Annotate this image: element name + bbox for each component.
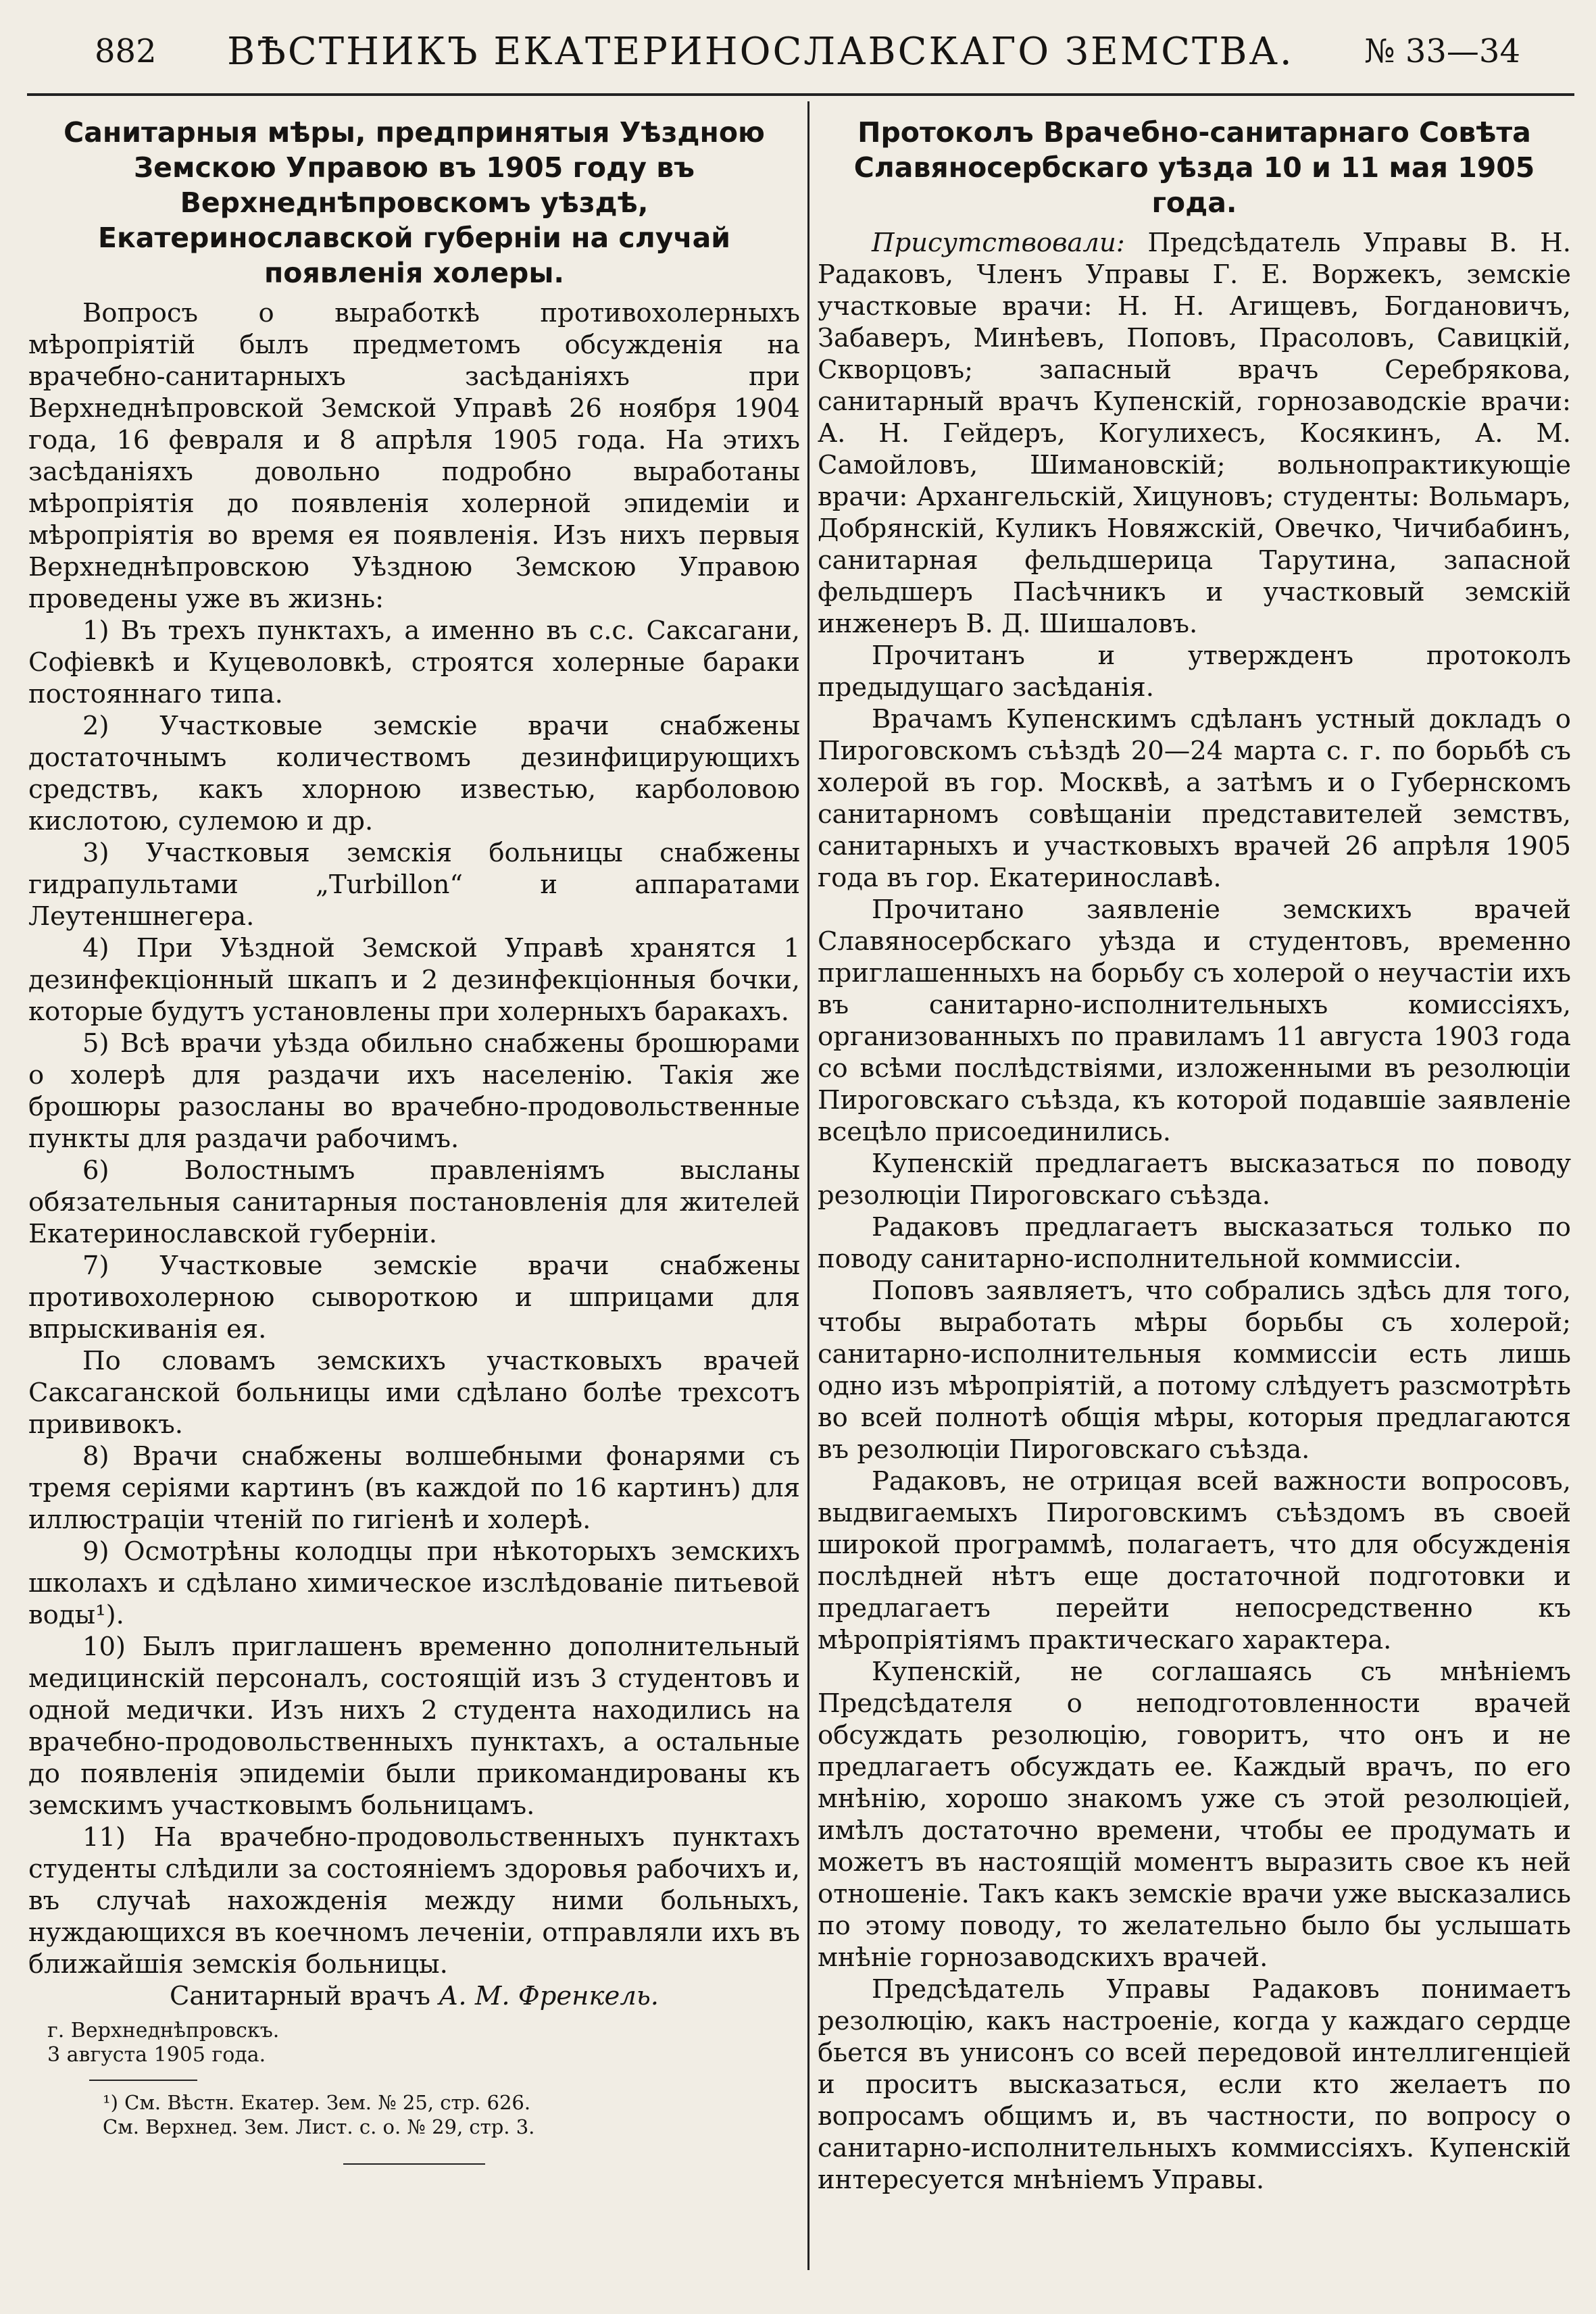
footnote: См. Верхнед. Зем. Лист. с. о. № 29, стр. 3. xyxy=(103,2115,535,2138)
page-header xyxy=(95,24,1520,78)
footnote-rule xyxy=(89,2080,197,2081)
right-article-title: Протоколъ Врачебно-санитарнаго Совѣта Славяносербскаго уѣзда 10 и 11 мая 1905 года. xyxy=(853,116,1535,219)
journal-title: ВѢСТНИКЪ ЕКАТЕРИНОСЛАВСКАГО ЗЕМСТВА. xyxy=(227,29,1294,74)
page-number: 882 xyxy=(95,32,157,70)
paragraph: 11) На врачебно-продовольственныхъ пунктахъ студенты слѣдили за состояніемъ здоровья рабочихъ и, въ случаѣ нахожденія между ними больныхъ, нуждающихся въ коечномъ леченіи, отправляли ихъ въ ближайшія земскія больницы. xyxy=(28,1822,800,1980)
issue-number: № 33—34 xyxy=(1364,32,1520,70)
paragraph: Купенскій, не соглашаясь съ мнѣніемъ Предсѣдателя о неподготовленности врачей обсуждать резолюцію, говоритъ, что онъ и не предлагаетъ обсуждать ее. Каждый врачъ, по его мнѣнію, хорошо знакомъ уже съ этой резолюціей, имѣлъ достаточно времени, чтобы ее продумать и можетъ въ настоящій моментъ выразить свое къ ней отношеніе. Такъ какъ земскіе врачи уже высказались по этому поводу, то желательно было бы услышать мнѣніе горнозаводскихъ врачей. xyxy=(818,1657,1571,1973)
paragraph: Купенскій предлагаетъ высказаться по поводу резолюціи Пироговскаго съѣзда. xyxy=(818,1149,1571,1211)
paragraph: 10) Былъ приглашенъ временно дополнительный медицинскій персоналъ, состоящій изъ 3 студентовъ и одной медички. Изъ нихъ 2 студента находились на врачебно-продовольственныхъ пунктахъ, а остальные до появленія эпидеміи были прикомандированы къ земскимъ участковымъ больницамъ. xyxy=(28,1632,800,1821)
signature xyxy=(28,1980,800,2012)
paragraph: Радаковъ предлагаетъ высказаться только по поводу санитарно-исполнительной коммиссіи. xyxy=(818,1212,1571,1274)
paragraph: Врачамъ Купенскимъ сдѣланъ устный докладъ о Пироговскомъ съѣздѣ 20—24 марта с. г. по борьбѣ съ холерой въ гор. Москвѣ, а затѣмъ и о Губернскомъ санитарномъ совѣщаніи представителей земствъ, санитарныхъ и участковыхъ врачей 26 апрѣля 1905 года въ гор. Екатеринославѣ. xyxy=(818,704,1571,893)
signature-role: Санитарный врачъ xyxy=(169,1981,431,2011)
paragraph: 8) Врачи снабжены волшебными фонарями съ тремя серіями картинъ (въ каждой по 16 картинъ) для иллюстраціи чтеній по гигіенѣ и холерѣ. xyxy=(28,1441,800,1535)
paragraph: 1) Въ трехъ пунктахъ, а именно въ с.с. Саксагани, Софіевкѣ и Куцеволовкѣ, строятся холерные бараки постояннаго типа. xyxy=(28,615,800,709)
paragraph: 5) Всѣ врачи уѣзда обильно снабжены брошюрами о холерѣ для раздачи ихъ населенію. Такія же брошюры разосланы во врачебно-продовольственные пункты для раздачи рабочимъ. xyxy=(28,1028,800,1154)
left-column xyxy=(28,115,800,2165)
header-rule xyxy=(27,93,1574,96)
paragraph: 7) Участковые земскіе врачи снабжены противохолерною сывороткою и шприцами для впрыскиванія ея. xyxy=(28,1251,800,1344)
paragraph: Прочитано заявленіе земскихъ врачей Славяносербскаго уѣзда и студентовъ, временно приглашенныхъ на борьбу съ холерой о неучастіи ихъ въ санитарно-исполнительныхъ комиссіяхъ, организованныхъ по правиламъ 11 августа 1903 года со всѣми послѣдствіями, изложенными въ резолюціи Пироговскаго съѣзда, къ которой подавшіе заявленіе всецѣло присоединились. xyxy=(818,895,1571,1147)
paragraph: 6) Волостнымъ правленіямъ высланы обязательныя санитарныя постановленія для жителей Екатеринославской губерніи. xyxy=(28,1155,800,1249)
paragraph: Радаковъ, не отрицая всей важности вопросовъ, выдвигаемыхъ Пироговскимъ съѣздомъ въ своей широкой программѣ, полагаетъ, что для обсужденія послѣдней нѣтъ еще достаточной подготовки и предлагаетъ перейти непосредственно къ мѣропріятіямъ практическаго характера. xyxy=(818,1466,1571,1655)
footnote: ¹) См. Вѣстн. Екатер. Зем. № 25, стр. 626. xyxy=(103,2091,531,2114)
paragraph: Вопросъ о выработкѣ противохолерныхъ мѣропріятій былъ предметомъ обсужденія на врачебно-санитарныхъ засѣданіяхъ при Верхнеднѣпровской Земской Управѣ 26 ноября 1904 года, 16 февраля и 8 апрѣля 1905 года. На этихъ засѣданіяхъ довольно подробно выработаны мѣропріятія до появленія холерной эпидеміи и мѣропріятія во время ея появленія. Изъ нихъ первыя Верхнеднѣпровскою Уѣздною Земскою Управою проведены уже въ жизнь: xyxy=(28,298,800,614)
signature-name: А. М. Френкель. xyxy=(439,1981,659,2011)
paragraph: 9) Осмотрѣны колодцы при нѣкоторыхъ земскихъ школахъ и сдѣлано химическое изслѣдованіе питьевой воды¹). xyxy=(28,1536,800,1630)
right-column xyxy=(818,115,1571,2196)
paragraph: По словамъ земскихъ участковыхъ врачей Саксаганской больницы ими сдѣлано болѣе трехсотъ прививокъ. xyxy=(28,1346,800,1440)
paragraph: Предсѣдатель Управы Радаковъ понимаетъ резолюцію, какъ настроеніе, когда у каждаго сердце бьется въ унисонъ со всей передовой интеллигенціей и проситъ высказаться, если кто желаетъ по вопросамъ общимъ и, въ частности, по вопросу о санитарно-исполнительныхъ коммиссіяхъ. Купенскій интересуется мнѣніемъ Управы. xyxy=(818,1974,1571,2195)
paragraph: 3) Участковыя земскія больницы снабжены гидрапультами „Turbillon“ и аппаратами Леутеншнегера. xyxy=(28,838,800,932)
paragraph: Прочитанъ и утвержденъ протоколъ предыдущаго засѣданія. xyxy=(818,640,1571,703)
left-article-title: Санитарныя мѣры, предпринятыя Уѣздною Земскою Управою въ 1905 году въ Верхнеднѣпровскомъ уѣздѣ, Екатеринославской губерніи на случай появленія холеры. xyxy=(64,116,765,289)
end-rule xyxy=(343,2163,485,2165)
paragraph: Поповъ заявляетъ, что собрались здѣсь для того, чтобы выработать мѣры борьбы съ холерой; санитарно-исполнительныя коммиссіи есть лишь одно изъ мѣропріятій, а потому слѣдуетъ разсмотрѣть во всей полнотѣ общія мѣры, которыя предлагаются въ резолюціи Пироговскаго съѣзда. xyxy=(818,1276,1571,1465)
present-text: Предсѣдатель Управы В. Н. Радаковъ, Членъ Управы Г. Е. Воржекъ, земскіе участковые врачи: Н. Н. Агищевъ, Богдановичъ, Забаверъ, Минѣевъ, Поповъ, Прасоловъ, Савицкій, Скворцовъ; запасный врачъ Серебрякова, санитарный врачъ Купенскій, горнозаводскіе врачи: А. Н. Гейдеръ, Когулихесъ, Косякинъ, А. М. Самойловъ, Шимановскій; вольнопрактикующіе врачи: Архангельскій, Хицуновъ; студенты: Вольмаръ, Добрянскій, Куликъ Новяжскій, Овечко, Чичибабинъ, санитарная фельдшерица Тарутина, запасной фельдшеръ Пасѣчникъ и участковый земскій инженеръ В. Д. Шишаловъ. xyxy=(818,228,1571,639)
present-label: Присутствовали: xyxy=(872,228,1125,258)
paragraph: 4) При Уѣздной Земской Управѣ хранятся 1 дезинфекціонный шкапъ и 2 дезинфекціонныя бочки, которые будутъ установлены при холерныхъ баракахъ. xyxy=(28,933,800,1027)
column-divider xyxy=(807,101,809,2270)
date-line: 3 августа 1905 года. xyxy=(47,2043,266,2067)
place-line: г. Верхнеднѣпровскъ. xyxy=(47,2019,280,2042)
attendees-paragraph xyxy=(818,227,1571,640)
paragraph: 2) Участковые земскіе врачи снабжены достаточнымъ количествомъ дезинфицирующихъ средствъ, какъ хлорною известью, карболовою кислотою, сулемою и др. xyxy=(28,711,800,836)
